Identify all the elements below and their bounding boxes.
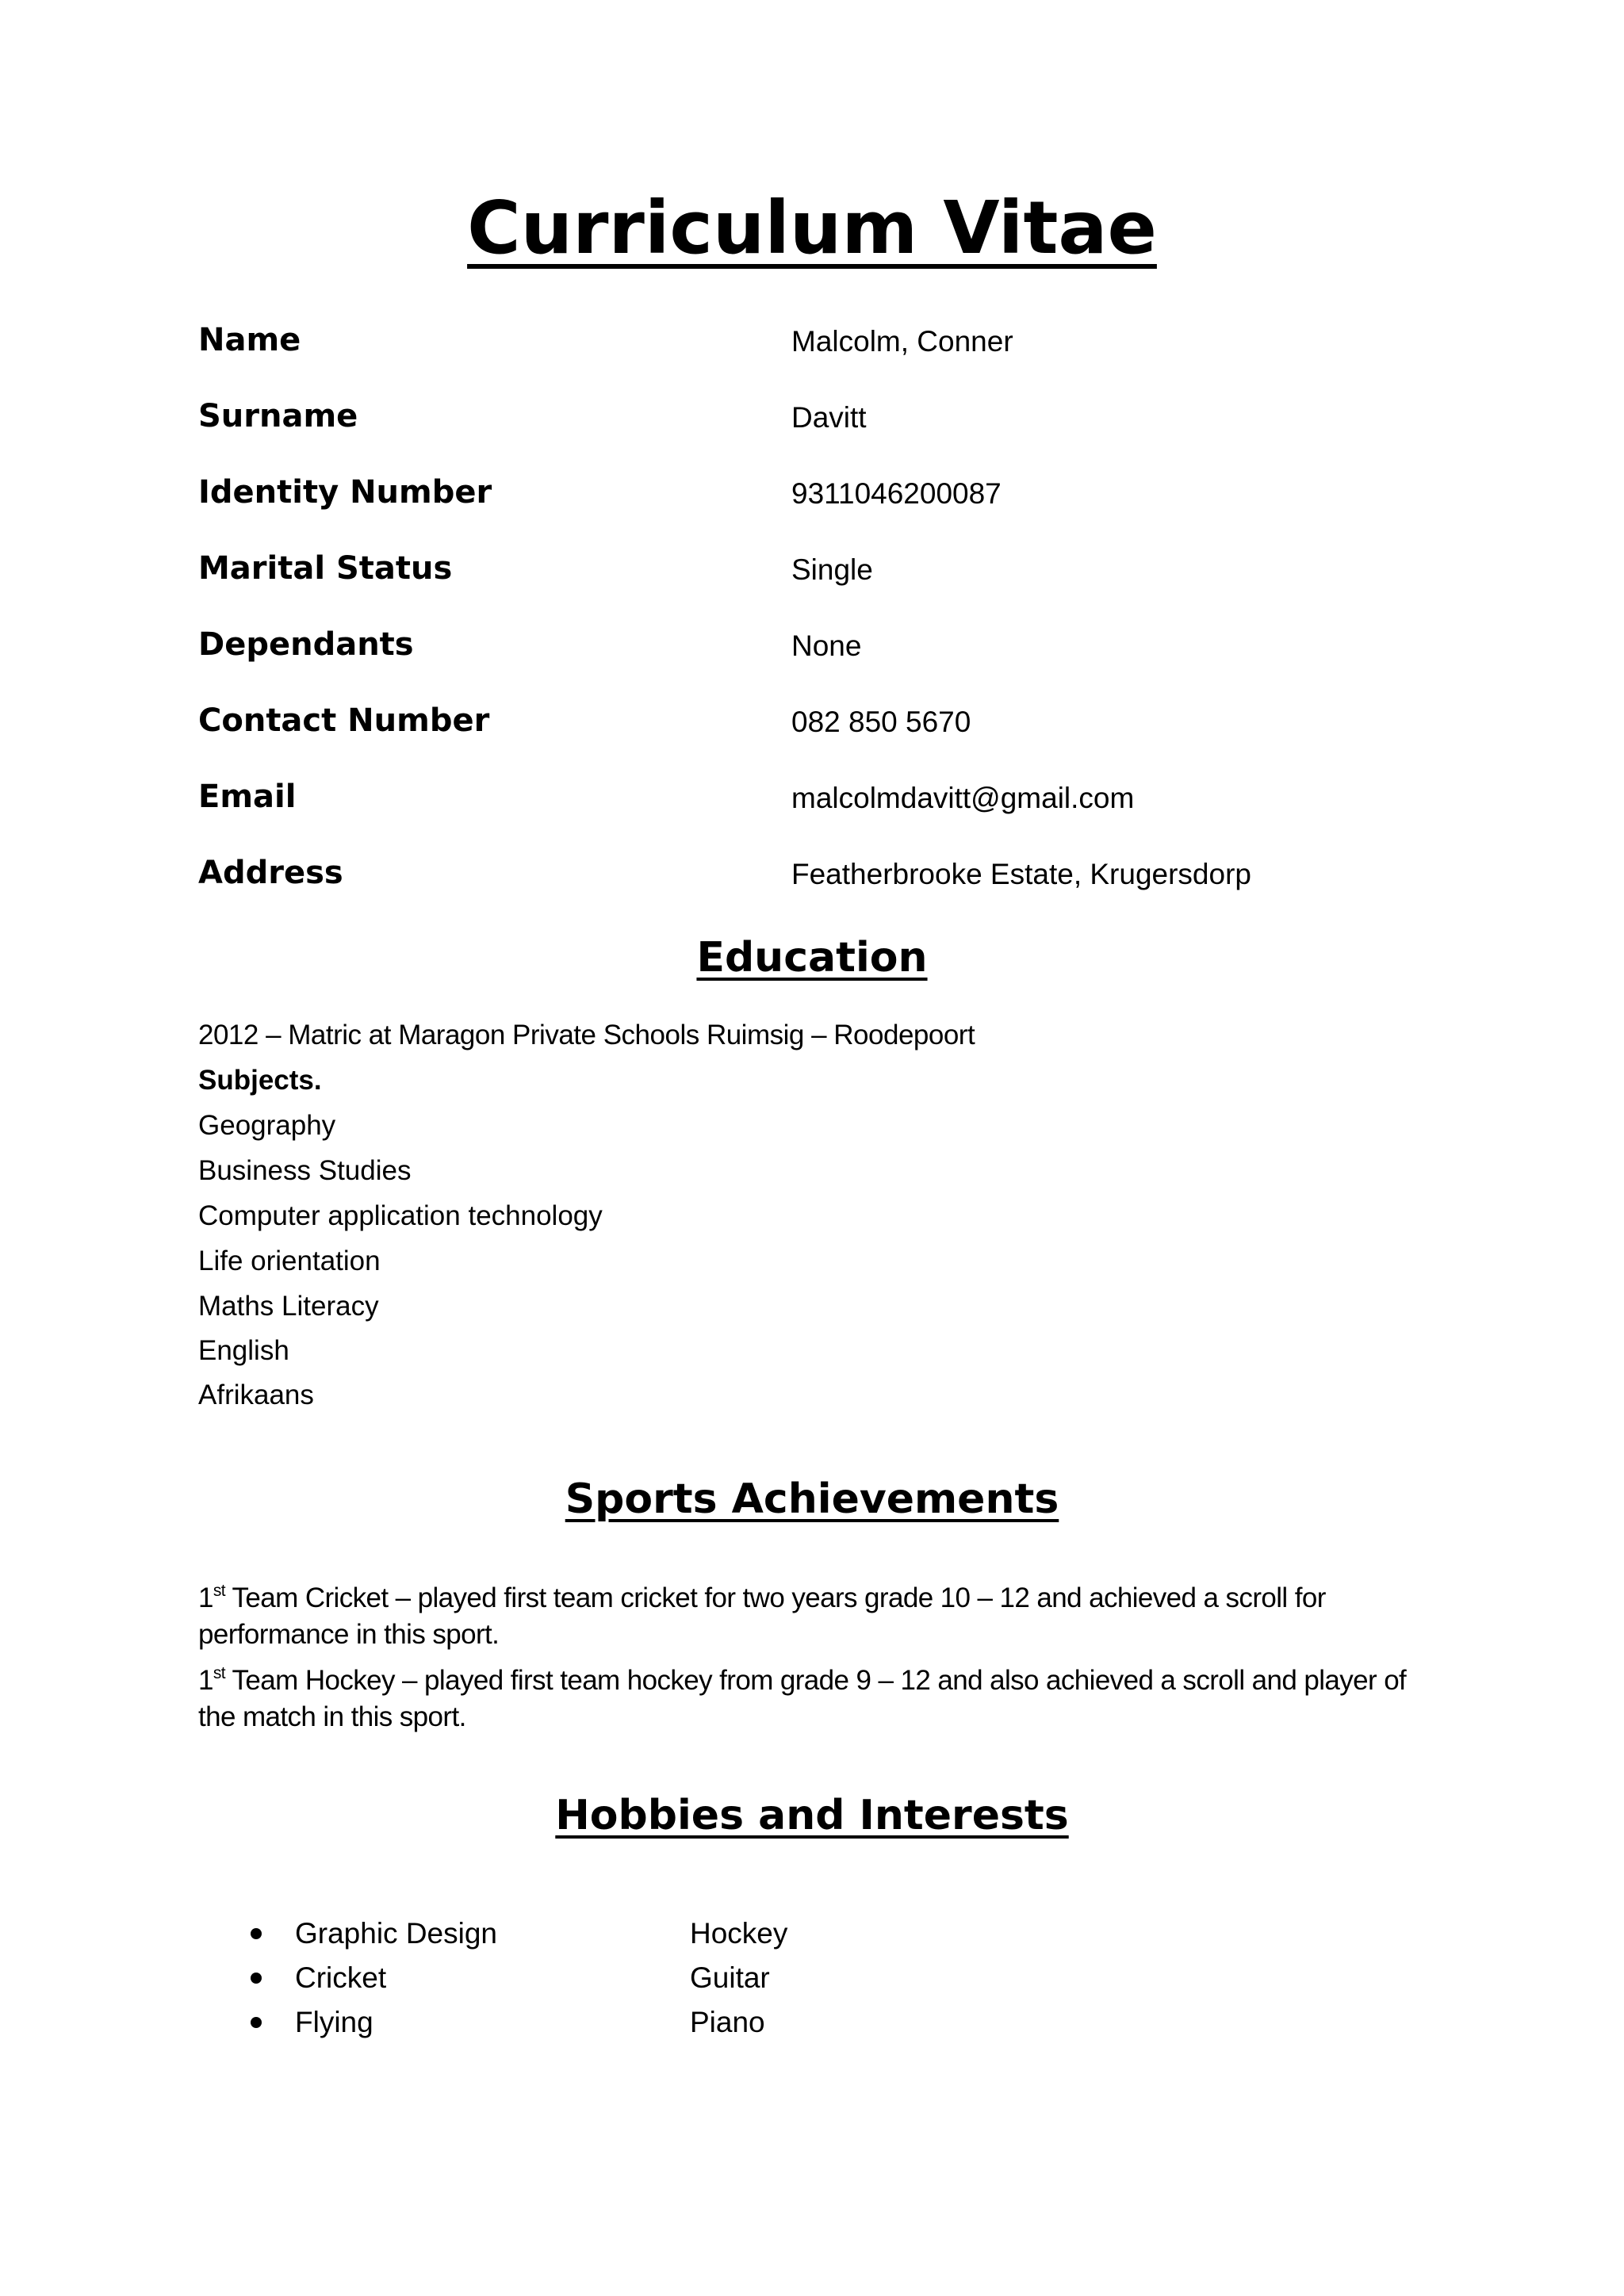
document-title: Curriculum Vitae bbox=[467, 186, 1157, 270]
subjects-label: Subjects. bbox=[198, 1065, 322, 1096]
bullet-icon bbox=[251, 1973, 262, 1984]
hobby-item: Graphic Design bbox=[295, 1917, 498, 1950]
hobby-item: Flying bbox=[295, 2006, 373, 2038]
identity-number-label: Identity Number bbox=[198, 474, 492, 511]
bullet-icon bbox=[251, 1928, 262, 1939]
surname-label: Surname bbox=[198, 398, 358, 434]
sports-item-cricket bbox=[198, 1580, 1443, 1653]
hobby-item: Piano bbox=[690, 2006, 765, 2038]
subject-item: Life orientation bbox=[198, 1246, 381, 1276]
name-label: Name bbox=[198, 322, 301, 358]
email-label: Email bbox=[198, 779, 297, 815]
sports-heading: Sports Achievements bbox=[565, 1475, 1059, 1523]
subject-item: Afrikaans bbox=[198, 1380, 314, 1410]
hobbies-heading: Hobbies and Interests bbox=[555, 1792, 1069, 1839]
bullet-icon bbox=[251, 2017, 262, 2028]
dependants-label: Dependants bbox=[198, 626, 414, 663]
dependants-value: None bbox=[791, 629, 862, 662]
hobby-item: Guitar bbox=[690, 1961, 770, 1994]
identity-number-value: 9311046200087 bbox=[791, 477, 1002, 510]
sports-item-text: Team Cricket – played first team cricket for two years grade 10 – 12 and achieved a scroll for performance in this sport. bbox=[198, 1582, 1326, 1650]
address-label: Address bbox=[198, 855, 343, 891]
hobby-item: Cricket bbox=[295, 1961, 387, 1994]
ordinal-number: 1 bbox=[198, 1665, 213, 1696]
contact-number-value: 082 850 5670 bbox=[791, 706, 971, 738]
subject-item: Maths Literacy bbox=[198, 1291, 379, 1322]
ordinal-suffix: st bbox=[213, 1582, 226, 1600]
hobby-item: Hockey bbox=[690, 1917, 788, 1950]
subject-item: Geography bbox=[198, 1110, 336, 1141]
sports-item-text: Team Hockey – played first team hockey from grade 9 – 12 and also achieved a scroll and player of the match in this sport. bbox=[198, 1665, 1407, 1732]
matric-line: 2012 – Matric at Maragon Private Schools Ruimsig – Roodepoort bbox=[198, 1020, 975, 1050]
contact-number-label: Contact Number bbox=[198, 702, 490, 739]
email-value: malcolmdavitt@gmail.com bbox=[791, 782, 1135, 814]
education-heading: Education bbox=[696, 934, 928, 982]
marital-status-value: Single bbox=[791, 553, 873, 586]
name-value: Malcolm, Conner bbox=[791, 325, 1013, 358]
marital-status-label: Marital Status bbox=[198, 550, 453, 587]
subject-item: English bbox=[198, 1335, 289, 1366]
subject-item: Computer application technology bbox=[198, 1200, 603, 1231]
address-value: Featherbrooke Estate, Krugersdorp bbox=[791, 858, 1251, 890]
ordinal-suffix: st bbox=[213, 1664, 226, 1682]
sports-item-hockey bbox=[198, 1663, 1443, 1735]
surname-value: Davitt bbox=[791, 401, 867, 434]
subject-item: Business Studies bbox=[198, 1155, 412, 1186]
ordinal-number: 1 bbox=[198, 1582, 213, 1613]
